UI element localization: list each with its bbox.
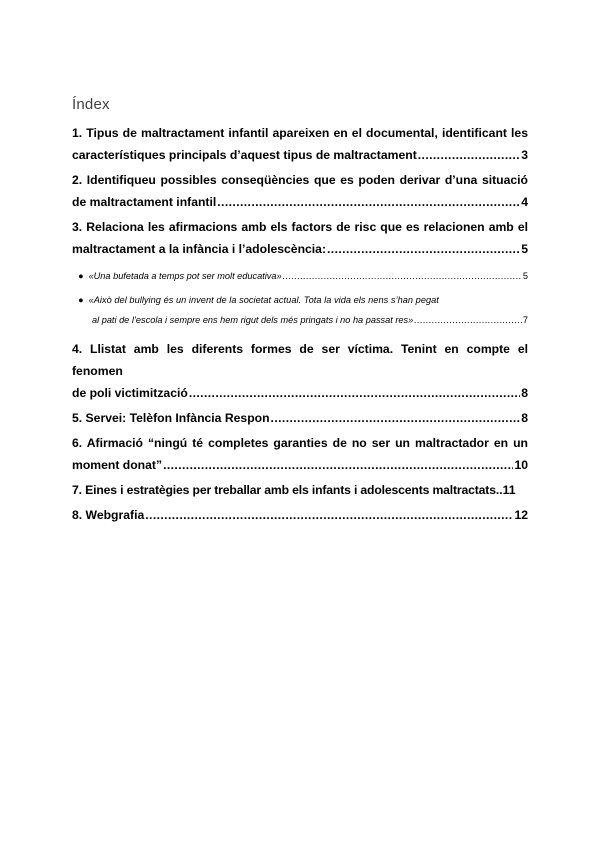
toc-page-number: 7 bbox=[522, 315, 528, 325]
toc-subentry-text: al pati de l’escola i sempre ens hem rigut dels més pringats i no ha passat res» bbox=[92, 315, 414, 325]
toc-entry-7[interactable] bbox=[72, 479, 528, 501]
toc-title: Índex bbox=[72, 96, 110, 113]
toc-entry-text: maltractament a la infància i l’adolescència: bbox=[72, 242, 327, 256]
toc-entry-text: de poli victimització bbox=[72, 386, 188, 400]
dot-leader: .. bbox=[495, 483, 503, 497]
toc-subentry-text: «Una bufetada a temps pot ser molt educativa» bbox=[88, 271, 282, 281]
toc-page-number: 3 bbox=[521, 148, 528, 162]
toc-page-number: 5 bbox=[522, 271, 528, 281]
toc-entry-8[interactable] bbox=[72, 504, 528, 526]
toc-subentry-1[interactable] bbox=[72, 266, 528, 286]
dot-leader bbox=[163, 454, 513, 476]
dot-leader bbox=[271, 407, 521, 429]
bullet-icon: ● bbox=[78, 295, 84, 305]
bullet-icon: ● bbox=[78, 271, 84, 281]
dot-leader bbox=[283, 266, 522, 286]
dot-leader bbox=[414, 310, 522, 330]
toc-entry-text: 6. Afirmació “ningú té completes garanties de no ser un maltractador en un bbox=[72, 436, 528, 450]
toc-entry-text: 5. Servei: Telèfon Infància Respon bbox=[72, 411, 270, 425]
toc-entry-text: 1. Tipus de maltractament infantil apareixen en el documental, identificant les bbox=[72, 126, 528, 140]
toc-entry-text: de maltractament infantil bbox=[72, 195, 217, 209]
toc-entry-text: 8. Webgrafia bbox=[72, 508, 145, 522]
toc-page-number: 12 bbox=[514, 508, 528, 522]
toc-entry-text: 7. Eines i estratègies per treballar amb els infants i adolescents maltractats bbox=[72, 483, 496, 497]
toc-entry-1[interactable] bbox=[72, 122, 528, 166]
dot-leader bbox=[145, 504, 513, 526]
toc-entry-6[interactable] bbox=[72, 432, 528, 476]
table-of-contents bbox=[72, 122, 528, 529]
toc-page-number: 5 bbox=[521, 242, 528, 256]
toc-subentry-2[interactable] bbox=[72, 290, 528, 330]
toc-entry-text: 3. Relaciona les afirmacions amb els factors de risc que es relacionen amb el bbox=[72, 220, 528, 234]
toc-entry-5[interactable] bbox=[72, 407, 528, 429]
toc-entry-3[interactable] bbox=[72, 216, 528, 260]
toc-page-number: 8 bbox=[521, 411, 528, 425]
toc-entry-text: moment donat” bbox=[72, 458, 163, 472]
toc-page-number: 10 bbox=[514, 458, 528, 472]
toc-entry-text: característiques principals d’aquest tipus de maltractament bbox=[72, 148, 417, 162]
toc-subentry-text: «Això del bullying és un invent de la societat actual. Tota la vida els nens s’han pegat bbox=[88, 295, 439, 305]
toc-entry-text: 4. Llistat amb les diferents formes de ser víctima. Tenint en compte el fenomen bbox=[72, 342, 528, 378]
toc-page-number: 11 bbox=[502, 483, 516, 497]
toc-page-number: 4 bbox=[521, 195, 528, 209]
toc-page-number: 8 bbox=[521, 386, 528, 400]
toc-entry-text: 2. Identifiqueu possibles conseqüències que es poden derivar d’una situació bbox=[72, 173, 528, 187]
toc-entry-4[interactable] bbox=[72, 338, 528, 404]
dot-leader bbox=[189, 382, 520, 404]
toc-entry-2[interactable] bbox=[72, 169, 528, 213]
dot-leader bbox=[217, 191, 520, 213]
dot-leader bbox=[327, 238, 520, 260]
dot-leader bbox=[418, 144, 520, 166]
